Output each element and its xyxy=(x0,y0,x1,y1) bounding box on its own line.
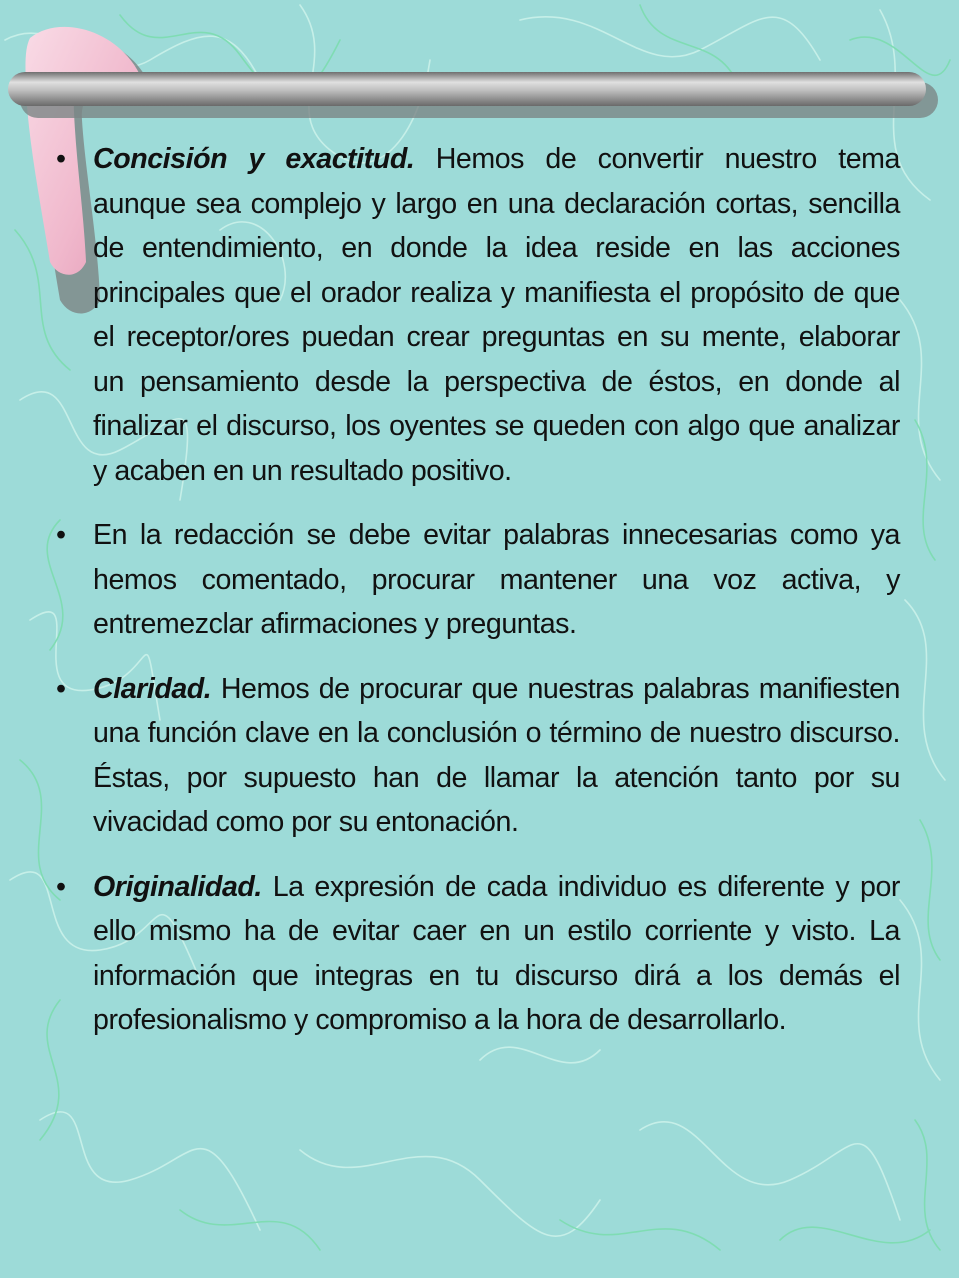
bullet-symbol: • xyxy=(56,143,66,175)
bullet-redaccion xyxy=(52,513,900,647)
bullet-claridad xyxy=(52,667,900,845)
bullet-symbol: • xyxy=(56,519,66,551)
bullet-list xyxy=(52,137,900,1063)
bullet-originalidad xyxy=(52,865,900,1043)
bullet-symbol: • xyxy=(56,672,66,705)
bullet-heading: Claridad. xyxy=(93,672,212,705)
bullet-text: Hemos de procurar que nuestras palabras manifiesten una función clave en la conclusión o término de nuestro discurso. Éstas, por supuesto han de llamar la atención tanto por su vivacidad como por su entonación. xyxy=(93,672,900,838)
bullet-concision xyxy=(52,137,900,493)
bullet-heading: Originalidad. xyxy=(93,870,262,903)
bullet-heading: Concisión y exactitud. xyxy=(93,143,415,175)
bullet-text: En la redacción se debe evitar palabras innecesarias como ya hemos comentado, procurar mantener una voz activa, y entremezclar afirmaciones y preguntas. xyxy=(93,519,900,640)
bullet-symbol: • xyxy=(56,870,66,903)
bullet-text: Hemos de convertir nuestro tema aunque sea complejo y largo en una declaración cortas, sencilla de entendimiento, en donde la idea reside en las acciones principales que el orador realiza y manifiesta el propósito de que el receptor/ores puedan crear preguntas en su mente, elaborar un pensamiento desde la perspectiva de éstos, en donde al finalizar el discurso, los oyentes se queden con algo que analizar y acaben en un resultado positivo. xyxy=(93,143,900,487)
bullet-text: La expresión de cada individuo es diferente y por ello mismo ha de evitar caer en un estilo corriente y visto. La información que integras en tu discurso dirá a los demás el profesionalismo y compromiso a la hora de desarrollarlo. xyxy=(93,870,900,1036)
